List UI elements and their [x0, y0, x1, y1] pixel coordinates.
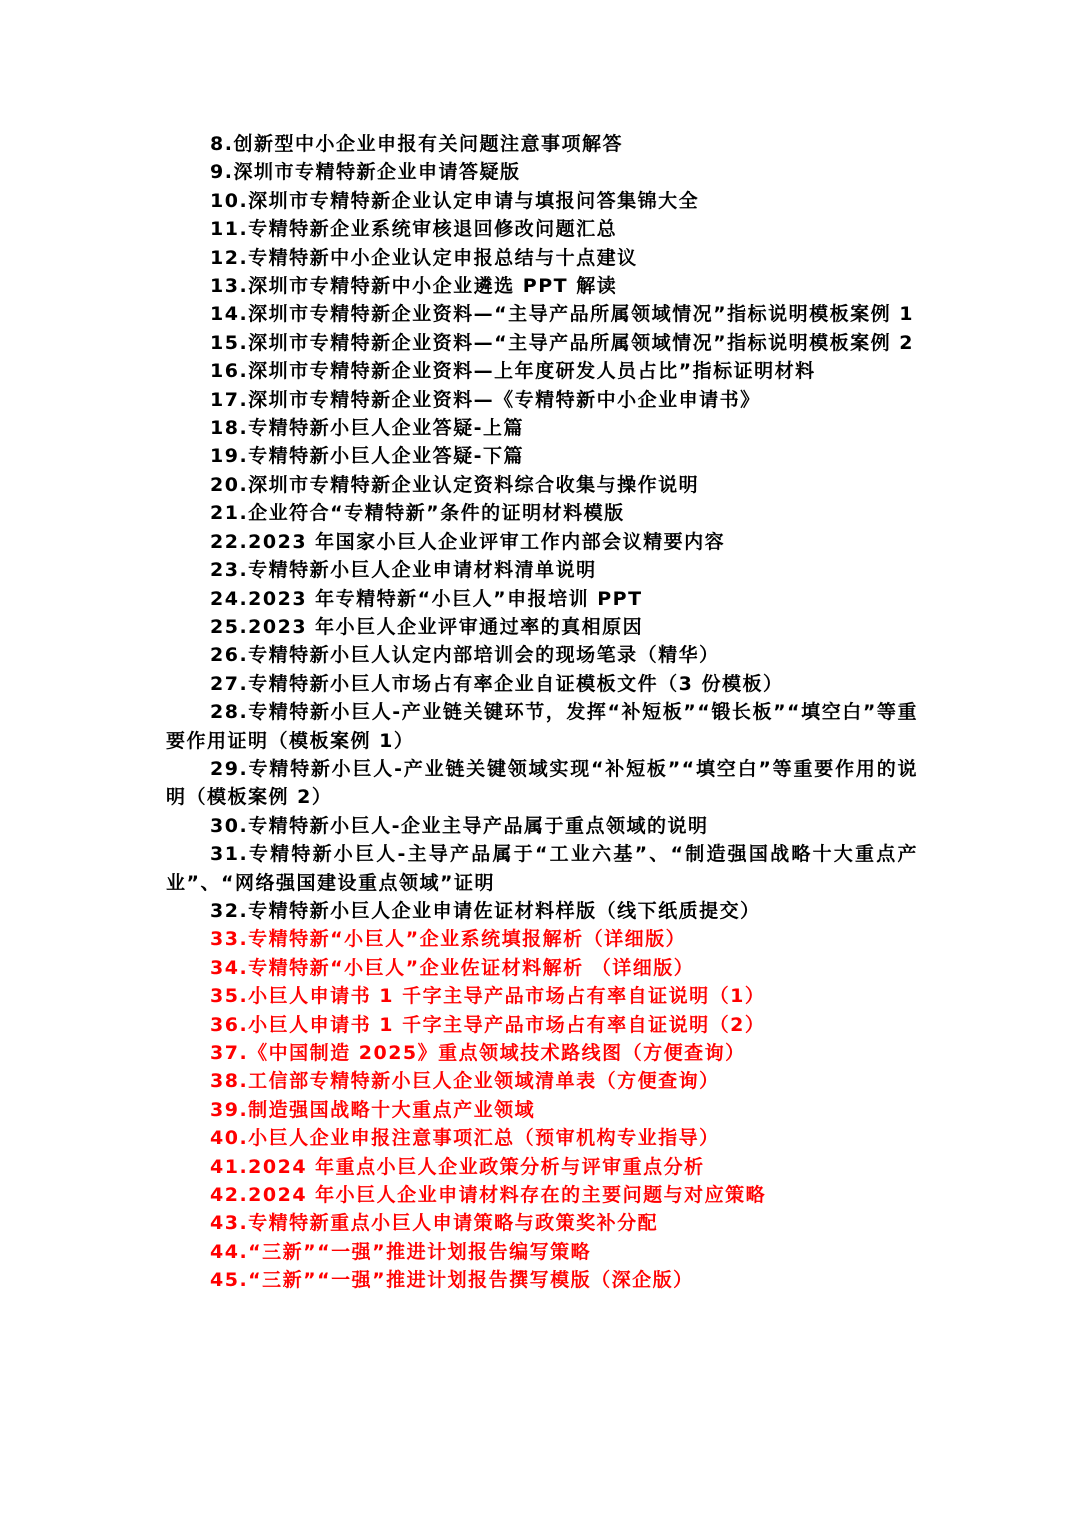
list-item: 37.《中国制造 2025》重点领域技术路线图（方便查询）: [210, 1042, 746, 1064]
list-item: 45.“三新”“一强”推进计划报告撰写模版（深企版）: [210, 1269, 694, 1292]
list-item: 32.专精特新小巨人企业申请佐证材料样版（线下纸质提交）: [210, 899, 761, 922]
list-item: 26.专精特新小巨人认定内部培训会的现场笔录（精华）: [210, 644, 720, 667]
list-item: 15.深圳市专精特新企业资料—“主导产品所属领域情况”指标说明模板案例 2: [210, 331, 914, 354]
list-item: 38.工信部专精特新小巨人企业领域清单表（方便查询）: [210, 1070, 720, 1093]
list-item: 23.专精特新小巨人企业申请材料清单说明: [210, 559, 597, 582]
list-item: 14.深圳市专精特新企业资料—“主导产品所属领域情况”指标说明模板案例 1: [210, 303, 914, 326]
list-item: 16.深圳市专精特新企业资料—上年度研发人员占比”指标证明材料: [210, 360, 816, 383]
list-item: 27.专精特新小巨人市场占有率企业自证模板文件（3 份模板）: [210, 672, 784, 695]
list-item: 33.专精特新“小巨人”企业系统填报解析（详细版）: [210, 928, 687, 951]
list-item: 9.深圳市专精特新企业申请答疑版: [210, 161, 521, 184]
document-list: [166, 130, 918, 1295]
list-item: 19.专精特新小巨人企业答疑-下篇: [210, 445, 525, 468]
list-item: 28.专精特新小巨人-产业链关键环节，发挥“补短板”“锻长板”“填空白”等重要作用证明（模板案例 1）: [166, 701, 918, 752]
list-item: 24.2023 年专精特新“小巨人”申报培训 PPT: [210, 587, 643, 610]
list-item: 39.制造强国战略十大重点产业领域: [210, 1098, 536, 1121]
list-item: 10.深圳市专精特新企业认定申请与填报问答集锦大全: [210, 189, 700, 212]
list-item: 41.2024 年重点小巨人企业政策分析与评审重点分析: [210, 1155, 705, 1178]
list-item: 12.专精特新中小企业认定申报总结与十点建议: [210, 246, 638, 269]
list-item: 34.专精特新“小巨人”企业佐证材料解析 （详细版）: [210, 956, 695, 979]
list-item: 22.2023 年国家小巨人企业评审工作内部会议精要内容: [210, 530, 726, 553]
list-item: 35.小巨人申请书 1 千字主导产品市场占有率自证说明（1）: [210, 985, 766, 1008]
list-item: 36.小巨人申请书 1 千字主导产品市场占有率自证说明（2）: [210, 1013, 766, 1036]
list-item: 30.专精特新小巨人-企业主导产品属于重点领域的说明: [210, 814, 709, 837]
list-item: 43.专精特新重点小巨人申请策略与政策奖补分配: [210, 1212, 659, 1235]
list-item: 44.“三新”“一强”推进计划报告编写策略: [210, 1240, 592, 1263]
list-item: 25.2023 年小巨人企业评审通过率的真相原因: [210, 615, 644, 638]
list-item: 18.专精特新小巨人企业答疑-上篇: [210, 417, 525, 440]
list-item: 13.深圳市专精特新中小企业遴选 PPT 解读: [210, 275, 618, 298]
list-item: 21.企业符合“专精特新”条件的证明材料模版: [210, 502, 625, 525]
list-item: 31.专精特新小巨人-主导产品属于“工业六基”、“制造强国战略十大重点产业”、“网络强国建设重点领域”证明: [166, 843, 918, 894]
list-item: 20.深圳市专精特新企业认定资料综合收集与操作说明: [210, 473, 700, 496]
list-item: 17.深圳市专精特新企业资料—《专精特新中小企业申请书》: [210, 388, 761, 411]
list-item: 8.创新型中小企业申报有关问题注意事项解答: [210, 133, 623, 155]
list-item: 42.2024 年小巨人企业申请材料存在的主要问题与对应策略: [210, 1184, 767, 1207]
list-item: 40.小巨人企业申报注意事项汇总（预审机构专业指导）: [210, 1127, 720, 1150]
list-item: 29.专精特新小巨人-产业链关键领域实现“补短板”“填空白”等重要作用的说明（模板案例 2）: [166, 757, 918, 809]
list-item: 11.专精特新企业系统审核退回修改问题汇总: [210, 218, 618, 241]
